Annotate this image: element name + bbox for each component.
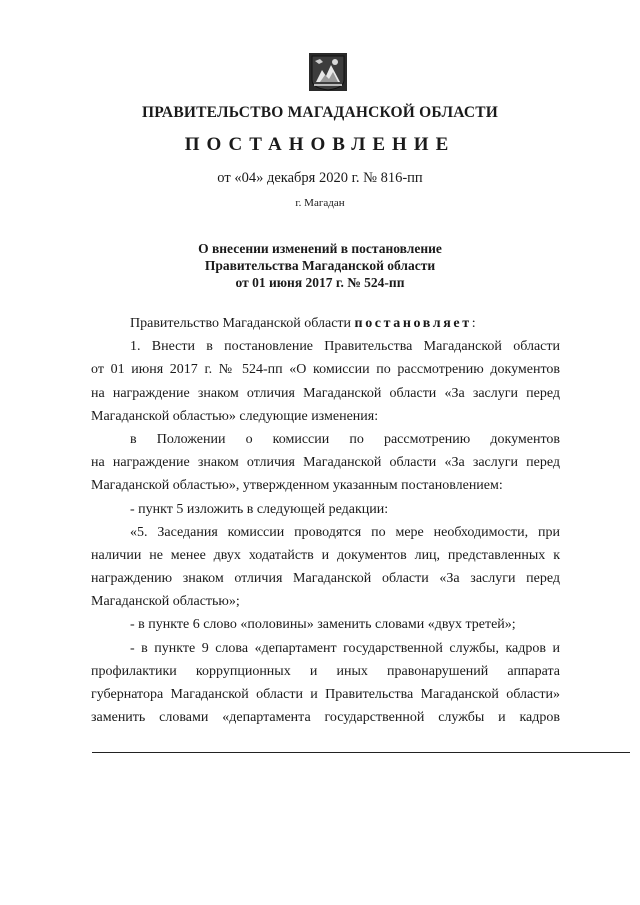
body-line: в Положении о комиссии по рассмотрению документов	[130, 431, 560, 447]
subject-line: от 01 июня 2017 г. № 524-пп	[235, 275, 405, 290]
coat-of-arms-icon	[308, 52, 348, 92]
document-body	[91, 312, 560, 729]
body-line: от 01 июня 2017 г. № 524-пп «О комиссии по рассмотрению документов	[91, 362, 560, 378]
document-type-title: ПОСТАНОВЛЕНИЕ	[184, 134, 456, 155]
body-line: Магаданской областью», утвержденном указанным постановлением:	[91, 478, 503, 494]
document-city: г. Магадан	[295, 197, 345, 209]
preamble-colon: :	[471, 316, 476, 331]
body-line: Магаданской областью» следующие изменения:	[91, 408, 379, 424]
body-line: на награждение знаком отличия Магаданской области «За заслуги перед	[91, 455, 560, 471]
preamble-line	[91, 312, 560, 335]
subject-line: О внесении изменений в постановление	[198, 241, 442, 256]
body-line: награждению знаком отличия Магаданской области «За заслуги перед	[91, 571, 560, 587]
subject-line: Правительства Магаданской области	[204, 258, 436, 273]
document-date-number: от «04» декабря 2020 г. № 816-пп	[217, 170, 423, 186]
body-line: Магаданской областью»;	[91, 594, 240, 610]
document-subject	[0, 240, 640, 291]
body-line: «5. Заседания комиссии проводятся по мере необходимости, при	[130, 524, 560, 540]
body-line: - пункт 5 изложить в следующей редакции:	[130, 501, 389, 517]
body-line: наличии не менее двух ходатайств и документов лиц, представленных к	[91, 547, 560, 563]
coat-of-arms-emblem	[308, 52, 348, 92]
organization-title: ПРАВИТЕЛЬСТВО МАГАДАНСКОЙ ОБЛАСТИ	[141, 104, 499, 121]
page-bottom-rule	[92, 752, 630, 753]
preamble-text: Правительство Магаданской области	[130, 316, 352, 331]
body-line: профилактики коррупционных и иных правонарушений аппарата	[91, 663, 560, 679]
body-line: заменить словами «департамента государственной службы и кадров	[91, 710, 560, 726]
body-line: - в пункте 9 слова «департамент государственной службы, кадров и	[130, 640, 560, 656]
body-line: губернатора Магаданской области и Правительства Магаданской области»	[91, 687, 560, 702]
body-line: - в пункте 6 слово «половины» заменить словами «двух третей»;	[130, 617, 516, 633]
body-line: на награждение знаком отличия Магаданской области «За заслуги перед	[91, 385, 560, 401]
preamble-verb: постановляет	[354, 316, 472, 331]
body-line: 1. Внести в постановление Правительства Магаданской области	[130, 339, 560, 355]
